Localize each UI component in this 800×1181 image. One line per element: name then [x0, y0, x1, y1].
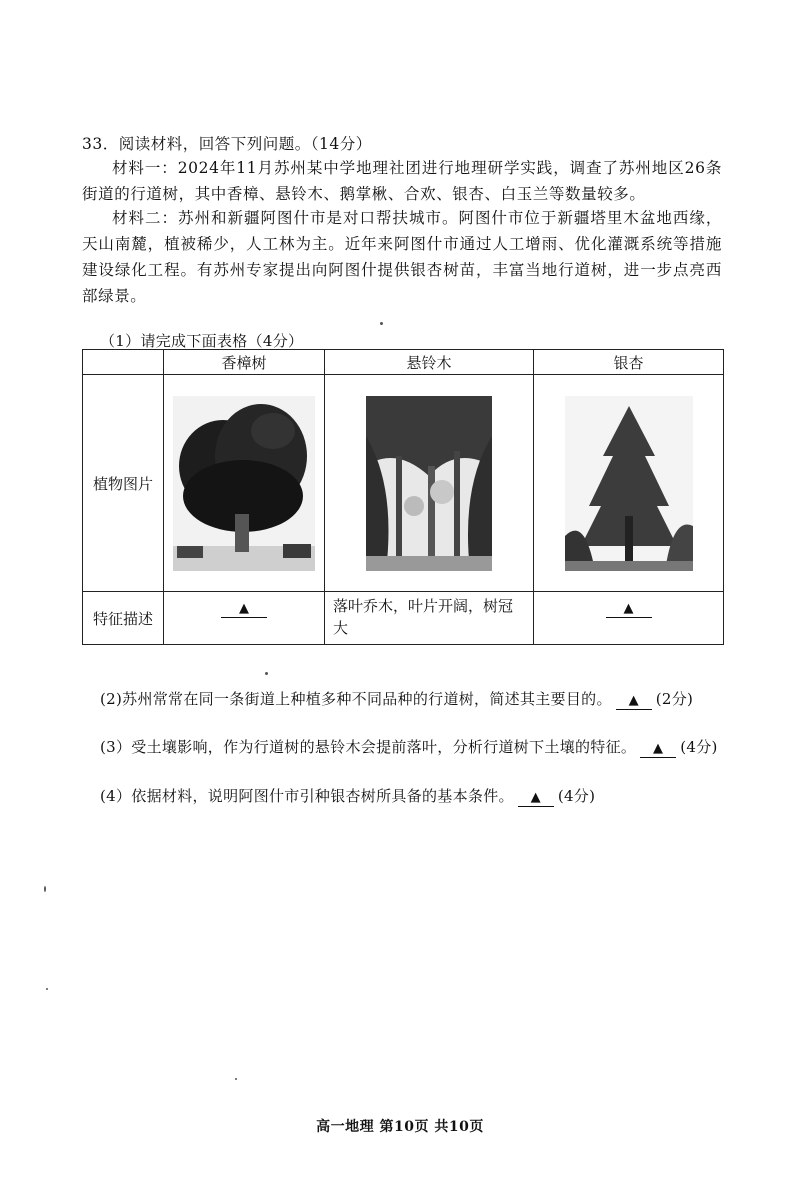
sub-question-1-label: （1）请完成下面表格（4分）: [100, 332, 304, 350]
material-two-text: 材料二：苏州和新疆阿图什市是对口帮扶城市。阿图什市位于新疆塔里木盆地西缘，天山南麓，植被稀少，人工林为主。近年来阿图什市通过人工增雨、优化灌溉系统等措施建设绿化工程。有苏州专家提出向阿图什提供银杏树苗，丰富当地行道树，进一步点亮西部绿景。: [82, 209, 722, 305]
material-two: [82, 205, 722, 309]
table-header-row: [83, 350, 724, 375]
header-corner: [83, 350, 164, 375]
ginkgo-tree-icon: [565, 396, 693, 571]
scan-speck: [265, 672, 268, 675]
sub-question-4: [100, 785, 595, 807]
header-ginkgo: 银杏: [534, 350, 724, 375]
material-one: [82, 155, 722, 207]
question-title: 33．阅读材料，回答下列问题。（14分）: [82, 135, 372, 153]
header-camphor: 香樟树: [164, 350, 325, 375]
scan-speck: [235, 1078, 237, 1080]
sub-question-3-text: (3）受土壤影响，作为行道树的悬铃木会提前落叶，分析行道树下土壤的特征。: [100, 738, 637, 756]
row-label-image: 植物图片: [83, 375, 164, 592]
camphor-image-cell: [164, 375, 325, 592]
camphor-tree-icon: [173, 396, 315, 571]
table-image-row: [83, 375, 724, 592]
table-desc-row: [83, 592, 724, 645]
material-one-text: 材料一：2024年11月苏州某中学地理社团进行地理研学实践，调查了苏州地区26条街道的行道树，其中香樟、悬铃木、鹅掌楸、合欢、银杏、白玉兰等数量较多。: [82, 159, 722, 203]
score-label: (2分): [655, 690, 694, 708]
page-footer: 高一地理 第10页 共10页: [316, 1119, 484, 1135]
answer-blank[interactable]: ▲: [606, 601, 652, 618]
scan-speck: [46, 988, 48, 990]
plane-tree-icon: [366, 396, 492, 571]
scan-speck: [44, 886, 46, 892]
plane-image-cell: [325, 375, 534, 592]
row-label-desc: 特征描述: [83, 592, 164, 645]
scan-speck: [380, 322, 383, 325]
ginkgo-desc-cell[interactable]: [534, 592, 724, 645]
score-label: (4分): [680, 738, 718, 756]
plane-desc-cell: 落叶乔木，叶片开阔，树冠大: [325, 592, 534, 645]
sub-question-2: [100, 688, 693, 710]
sub-question-2-text: (2)苏州常常在同一条街道上种植多种不同品种的行道树，简述其主要目的。: [100, 690, 612, 708]
answer-blank[interactable]: ▲: [616, 693, 652, 710]
camphor-desc-cell[interactable]: [164, 592, 325, 645]
score-label: (4分): [557, 787, 596, 805]
ginkgo-image-cell: [534, 375, 724, 592]
header-plane: 悬铃木: [325, 350, 534, 375]
tree-feature-table: [82, 349, 724, 645]
sub-question-4-text: (4）依据材料，说明阿图什市引种银杏树所具备的基本条件。: [100, 787, 514, 805]
answer-blank[interactable]: ▲: [221, 601, 267, 618]
answer-blank[interactable]: ▲: [640, 741, 676, 758]
sub-question-3: [100, 736, 718, 758]
answer-blank[interactable]: ▲: [518, 790, 554, 807]
